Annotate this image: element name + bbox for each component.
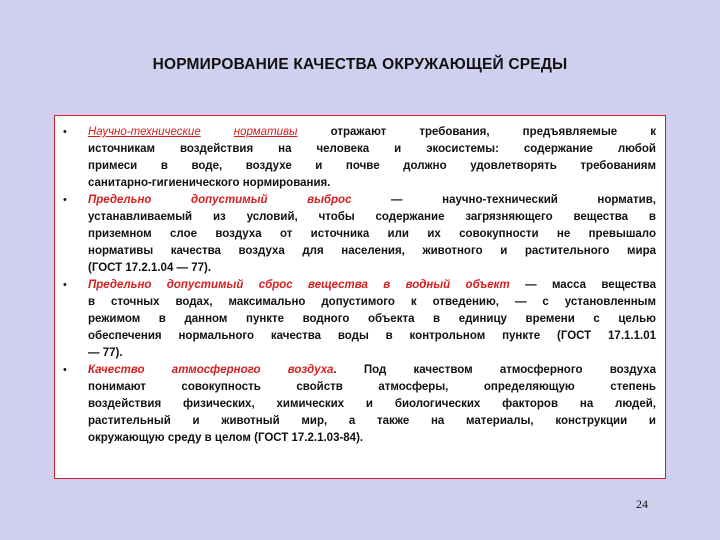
list-item-max-discharge: [88, 277, 656, 362]
item-line: санитарно-гигиенического нормирования.: [88, 177, 331, 189]
item-line: в сточных водах, максимально допустимого к отведению, — с установленным: [88, 296, 656, 308]
item-line: воздействия физических, химических и биологических факторов на людей,: [88, 398, 656, 410]
list-item-scientific-norms: [88, 124, 656, 192]
slide-title: НОРМИРОВАНИЕ КАЧЕСТВА ОКРУЖАЮЩЕЙ СРЕДЫ: [152, 56, 568, 73]
item-text: . Под качеством атмосферного воздуха: [333, 364, 656, 376]
item-line: — 77).: [88, 347, 123, 359]
item-line: режимом в данном пункте водного объекта в единицу времени с целью: [88, 313, 656, 325]
item-line: (ГОСТ 17.2.1.04 — 77).: [88, 262, 212, 274]
item-line: понимают совокупность свойств атмосферы, определяющую степень: [88, 381, 656, 393]
item-line: окружающую среду в целом (ГОСТ 17.2.1.03-84).: [88, 432, 364, 444]
item-text: — научно-технический норматив,: [391, 194, 656, 206]
item-line: примеси в воде, воздухе и почве должно удовлетворять требованиям: [88, 160, 656, 172]
item-line: растительный и животный мир, а также на материалы, конструкции и: [88, 415, 656, 427]
item-line: нормативы качества воздуха для населения, животного и растительного мира: [88, 245, 656, 257]
item-line: источникам воздействия на человека и экосистемы: содержание любой: [88, 143, 656, 155]
term-scientific-norms-b: нормативы: [233, 126, 298, 138]
item-line: устанавливаемый из условий, чтобы содержание загрязняющего вещества в: [88, 211, 656, 223]
list-item-air-quality: [88, 362, 656, 447]
item-text: — масса вещества: [525, 279, 656, 291]
item-line: приземном слое воздуха от источника или их совокупности не превышало: [88, 228, 656, 240]
page-number: 24: [636, 497, 648, 511]
list-item-max-emission: [88, 192, 656, 277]
item-line: обеспечения нормального качества воды в контрольном пункте (ГОСТ 17.1.1.01: [88, 330, 656, 342]
term-max-emission: Предельно допустимый выброс: [88, 194, 352, 206]
item-text: отражают требования, предъявляемые к: [330, 126, 656, 138]
bullet-marker: •: [63, 364, 67, 376]
term-max-discharge: Предельно допустимый сброс вещества в водный объект: [88, 279, 510, 291]
term-air-quality: Качество атмосферного воздуха: [88, 364, 334, 376]
bullet-marker: •: [63, 194, 67, 206]
bullet-marker: •: [63, 126, 67, 138]
item-line: [88, 277, 656, 294]
item-line: [88, 192, 656, 209]
content-box: [54, 115, 666, 479]
term-scientific-norms-a: Научно-технические: [88, 126, 201, 138]
bullet-marker: •: [63, 279, 67, 291]
item-line: [88, 362, 656, 379]
item-line: [88, 124, 656, 141]
